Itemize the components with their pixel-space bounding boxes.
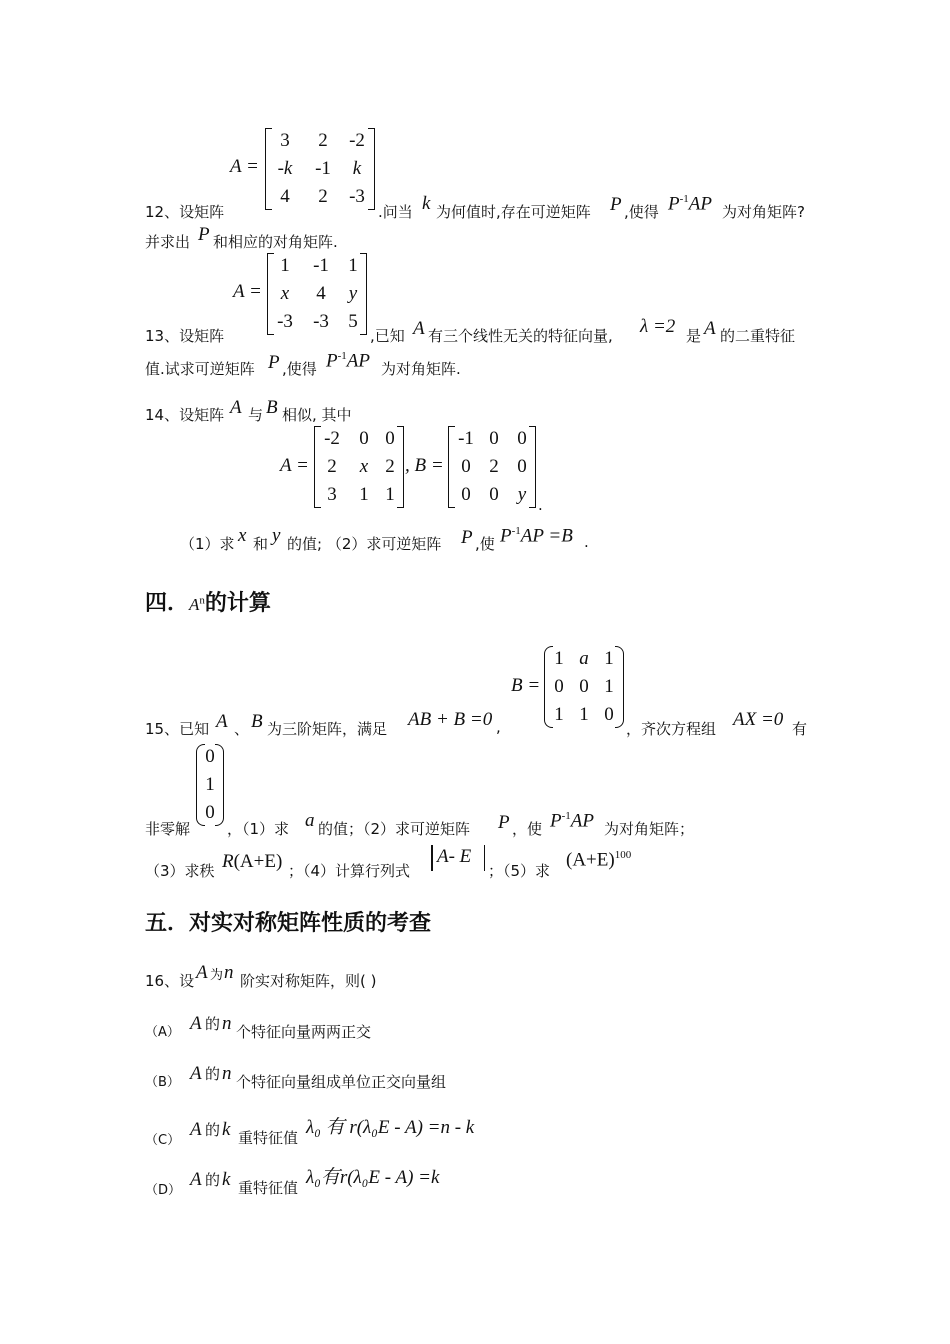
problem-number: 14、设矩阵 xyxy=(145,406,225,424)
matrix-a-13: 1 -1 1 x 4 y -3 -3 5 xyxy=(267,253,367,335)
section-5-heading: 五．对实对称矩阵性质的考查 xyxy=(145,911,432,936)
matrix-b-15: 1 a 1 0 0 1 1 1 0 xyxy=(544,646,624,728)
formula-p-inv-ap: $P^{-1}AP$ xyxy=(550,810,594,832)
rank-expression: R(A+E) xyxy=(222,851,283,872)
formula-rank-c: λ₀ 有 r(λ₀E - A) =n - k xyxy=(306,1117,475,1138)
formula-p-inv-ap-b: $P^{-1}AP =B$ xyxy=(500,525,573,547)
determinant-expression: A- E xyxy=(431,845,485,871)
problem-number: 13、设矩阵 xyxy=(145,327,225,345)
formula-p-inv-ap: $P^{-1}AP$ xyxy=(326,350,370,372)
section-4-heading: 四．$A^n$的计算 xyxy=(145,591,271,616)
matrix-lhs: A = xyxy=(280,455,309,476)
matrix-b-14: -1 0 0 0 2 0 0 0 y xyxy=(448,426,536,508)
problem-number: 15、已知 xyxy=(145,720,210,738)
problem-number: 12、设矩阵 xyxy=(145,203,225,221)
matrix-a-14: -2 0 0 2 x 2 3 1 1 xyxy=(314,426,404,508)
formula-p-inv-ap: $P^{-1}AP$ xyxy=(668,193,712,215)
matrix-lhs: A = xyxy=(230,156,259,177)
formula-rank-d: λ₀有r(λ₀E - A) =k xyxy=(306,1167,440,1188)
matrix-lhs: A = xyxy=(233,281,262,302)
power-expression: $(A+E)^{100}$ xyxy=(566,849,632,871)
matrix-lhs: B = xyxy=(511,675,541,696)
matrix-a-12: 3 2 -2 -k -1 k 4 2 -3 xyxy=(265,128,375,210)
problem-number: 16、设 xyxy=(145,972,195,990)
nonzero-solution-vector: 0 1 0 xyxy=(196,744,224,826)
